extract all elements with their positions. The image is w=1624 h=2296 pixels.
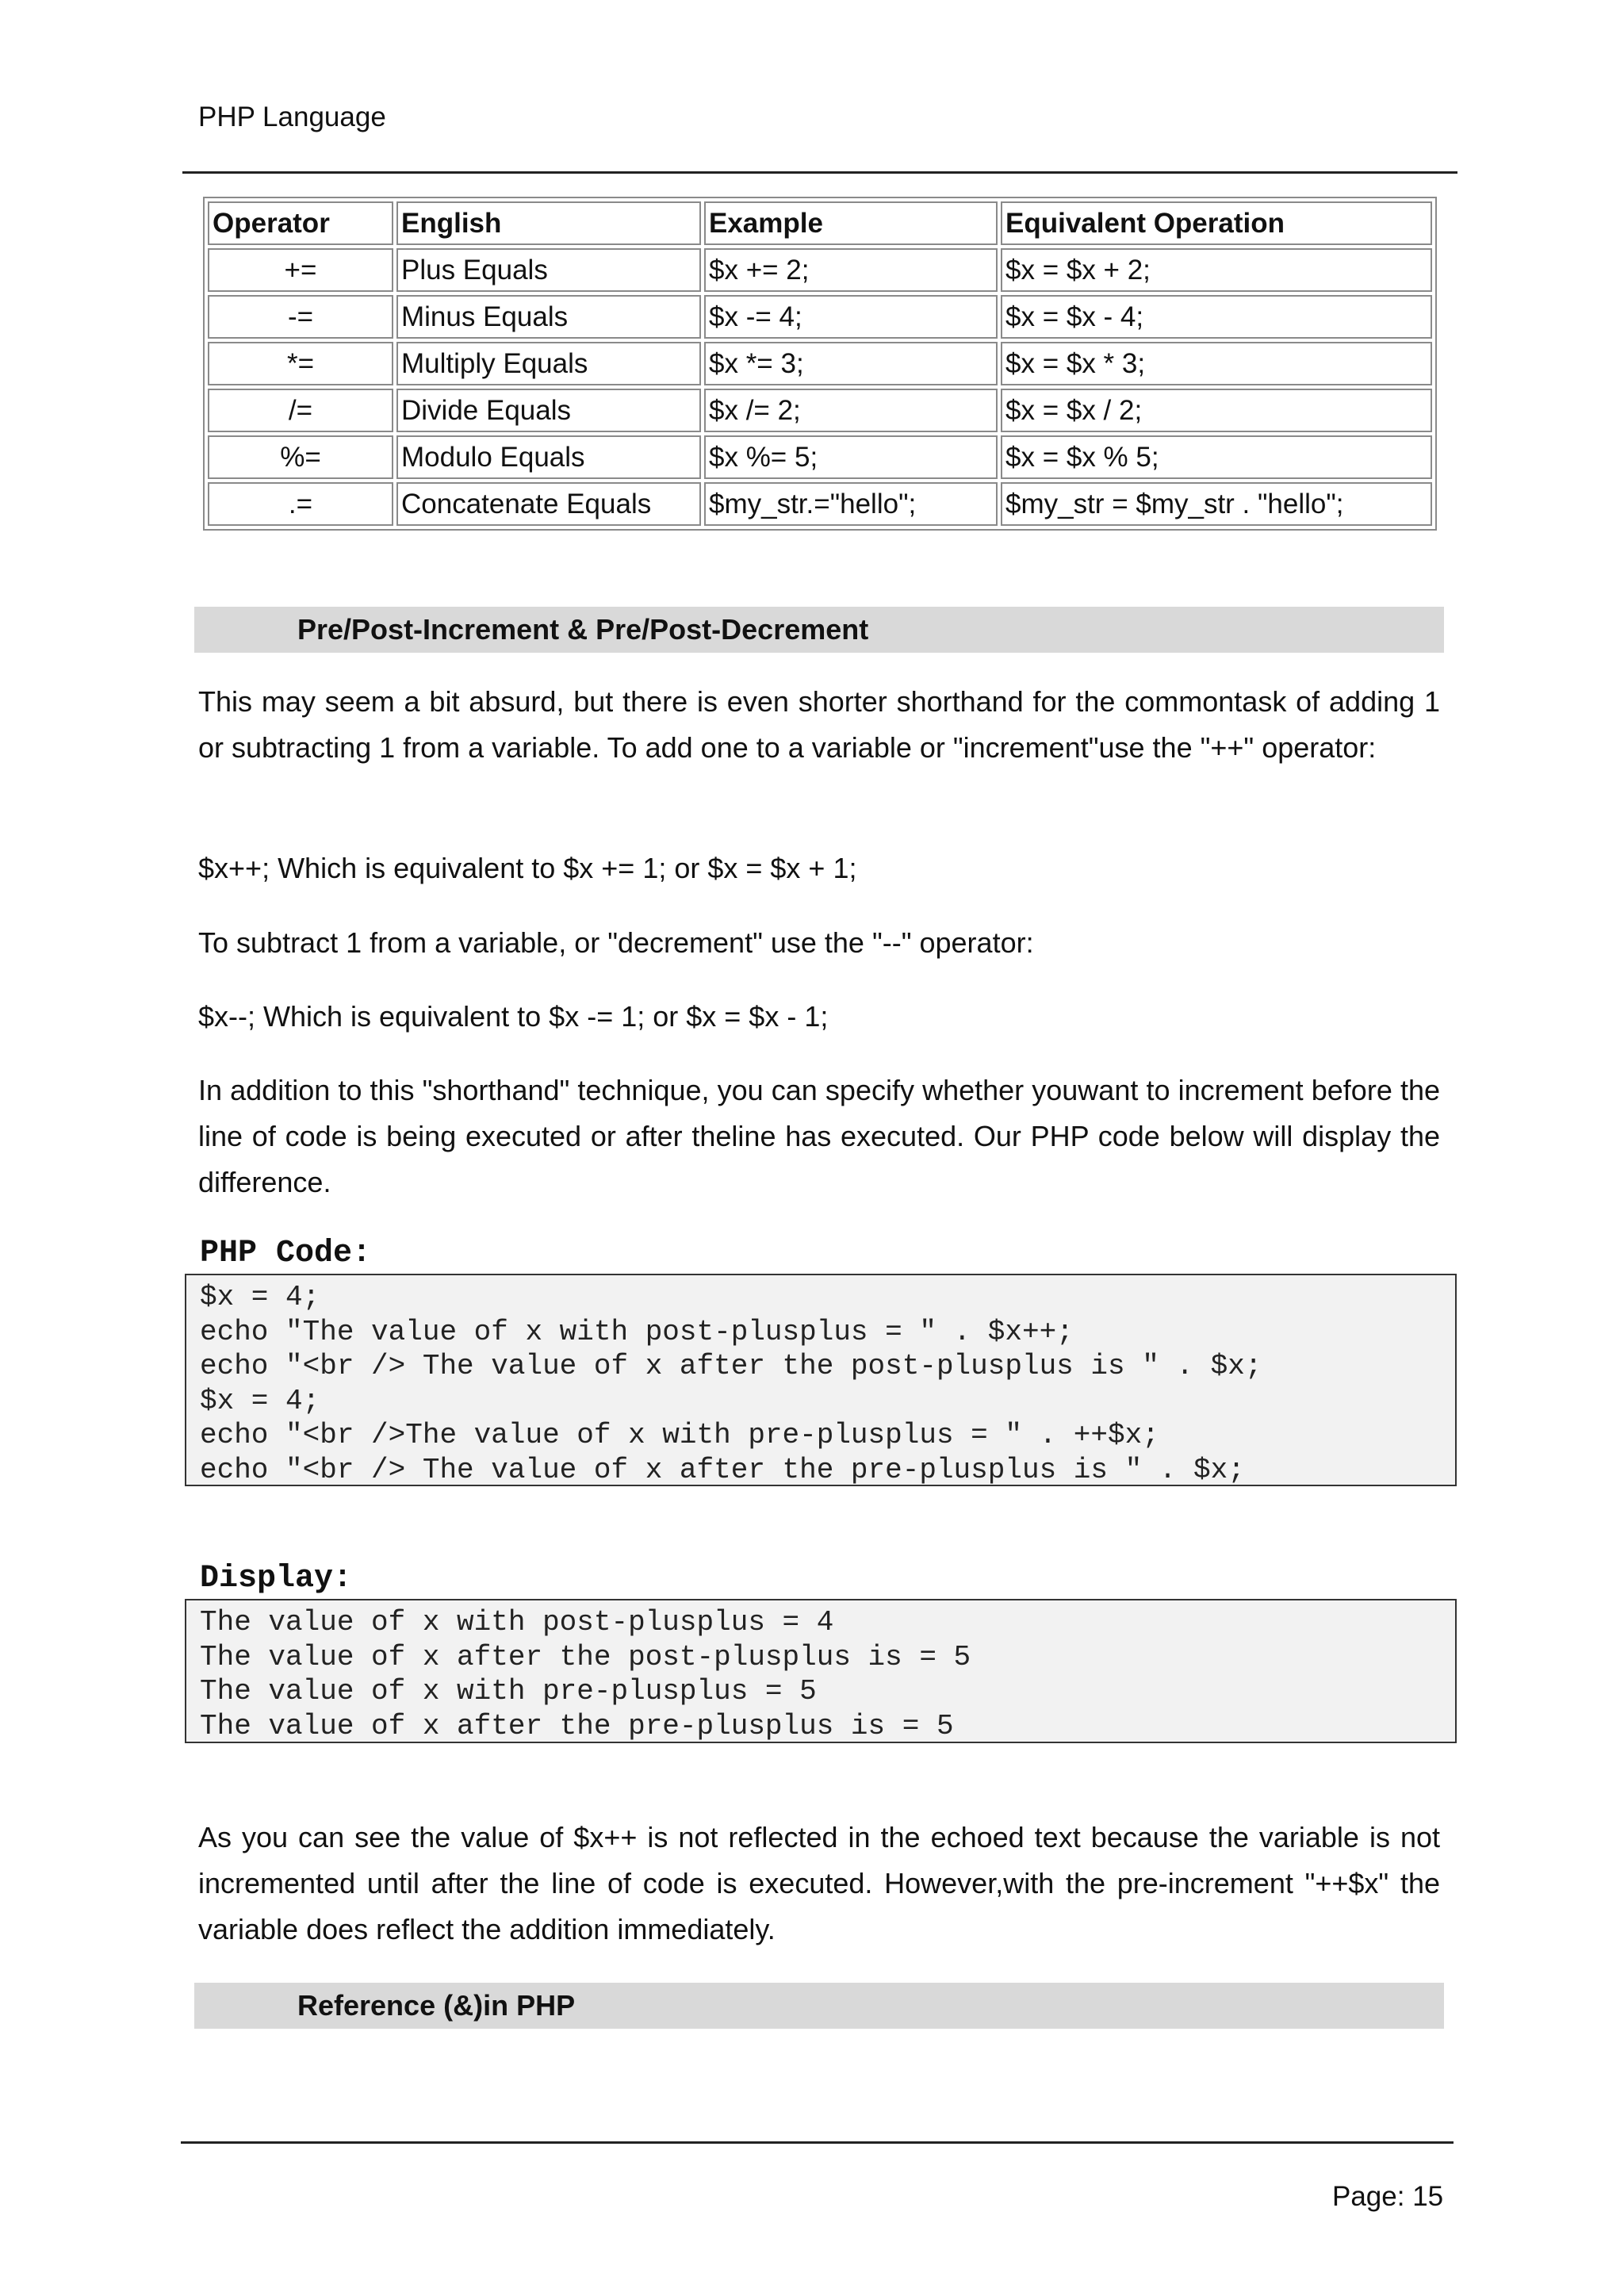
english-cell: Divide Equals (396, 389, 701, 432)
paragraph-shorthand-intro: This may seem a bit absurd, but there is even shorter shorthand for the commontask of adding 1 or subtracting 1 from a variable. To add one to a variable or "increment"use the "++" operator: (198, 685, 1440, 764)
output-line: The value of x after the post-plusplus is = 5 (200, 1640, 971, 1673)
example-cell: $my_str.="hello"; (704, 482, 998, 526)
table-row (208, 295, 1432, 339)
code-line: echo "The value of x with post-plusplus = " . $x++; (200, 1315, 1074, 1348)
paragraph-pre-post-explanation: In addition to this "shorthand" technique, you can specify whether youwant to increment before the line of code is being executed or after theline has executed. Our PHP code below will display the difference. (198, 1074, 1440, 1198)
table-row (208, 389, 1432, 432)
table-row (208, 342, 1432, 385)
english-cell: Concatenate Equals (396, 482, 701, 526)
example-cell: $x -= 4; (704, 295, 998, 339)
equivalent-cell: $my_str = $my_str . "hello"; (1001, 482, 1432, 526)
code-line: echo "<br /> The value of x after the pre-plusplus is " . $x; (200, 1453, 1245, 1486)
table-row (208, 248, 1432, 292)
column-header-equivalent: Equivalent Operation (1001, 201, 1432, 245)
page-number: Page: 15 (1332, 2181, 1444, 2212)
paragraph-result-explanation: As you can see the value of $x++ is not reflected in the echoed text because the variable is not incremented until after the line of code is executed. However,with the pre-increment "++$x" the variable does reflect the addition immediately. (198, 1821, 1440, 1945)
output-line: The value of x with post-plusplus = 4 (200, 1606, 834, 1639)
output-line: The value of x with pre-plusplus = 5 (200, 1675, 817, 1708)
equivalent-cell: $x = $x - 4; (1001, 295, 1432, 339)
table-header-row (208, 201, 1432, 245)
table-row (208, 435, 1432, 479)
display-output-block (185, 1599, 1457, 1743)
header-rule (182, 171, 1457, 174)
example-cell: $x += 2; (704, 248, 998, 292)
operator-cell: /= (208, 389, 393, 432)
running-header: PHP Language (198, 102, 386, 132)
english-cell: Plus Equals (396, 248, 701, 292)
operator-table (203, 197, 1437, 531)
equivalent-cell: $x = $x % 5; (1001, 435, 1432, 479)
output-line: The value of x after the pre-plusplus is = 5 (200, 1709, 954, 1742)
column-header-operator: Operator (208, 201, 393, 245)
code-line: $x = 4; (200, 1281, 320, 1313)
example-cell: $x %= 5; (704, 435, 998, 479)
example-cell: $x /= 2; (704, 389, 998, 432)
section-heading-reference: Reference (&)in PHP (194, 1983, 1444, 2029)
paragraph-decrement-equivalent: $x--; Which is equivalent to $x -= 1; or $x = $x - 1; (198, 1000, 829, 1033)
display-label: Display: (200, 1561, 353, 1596)
operator-cell: %= (208, 435, 393, 479)
equivalent-cell: $x = $x + 2; (1001, 248, 1432, 292)
english-cell: Multiply Equals (396, 342, 701, 385)
operator-cell: *= (208, 342, 393, 385)
php-code-block (185, 1274, 1457, 1486)
paragraph-increment-equivalent: $x++; Which is equivalent to $x += 1; or $x = $x + 1; (198, 852, 857, 884)
code-line: echo "<br /> The value of x after the post-plusplus is " . $x; (200, 1350, 1262, 1382)
equivalent-cell: $x = $x / 2; (1001, 389, 1432, 432)
column-header-english: English (396, 201, 701, 245)
operator-cell: .= (208, 482, 393, 526)
code-line: $x = 4; (200, 1384, 320, 1417)
example-cell: $x *= 3; (704, 342, 998, 385)
paragraph-decrement-intro: To subtract 1 from a variable, or "decrement" use the "--" operator: (198, 926, 1034, 959)
code-line: echo "<br />The value of x with pre-plusplus = " . ++$x; (200, 1419, 1159, 1451)
english-cell: Modulo Equals (396, 435, 701, 479)
operator-cell: -= (208, 295, 393, 339)
php-code-label: PHP Code: (200, 1236, 372, 1271)
section-heading-increment: Pre/Post-Increment & Pre/Post-Decrement (194, 607, 1444, 653)
footer-rule (181, 2141, 1454, 2144)
english-cell: Minus Equals (396, 295, 701, 339)
equivalent-cell: $x = $x * 3; (1001, 342, 1432, 385)
column-header-example: Example (704, 201, 998, 245)
operator-cell: += (208, 248, 393, 292)
table-row (208, 482, 1432, 526)
